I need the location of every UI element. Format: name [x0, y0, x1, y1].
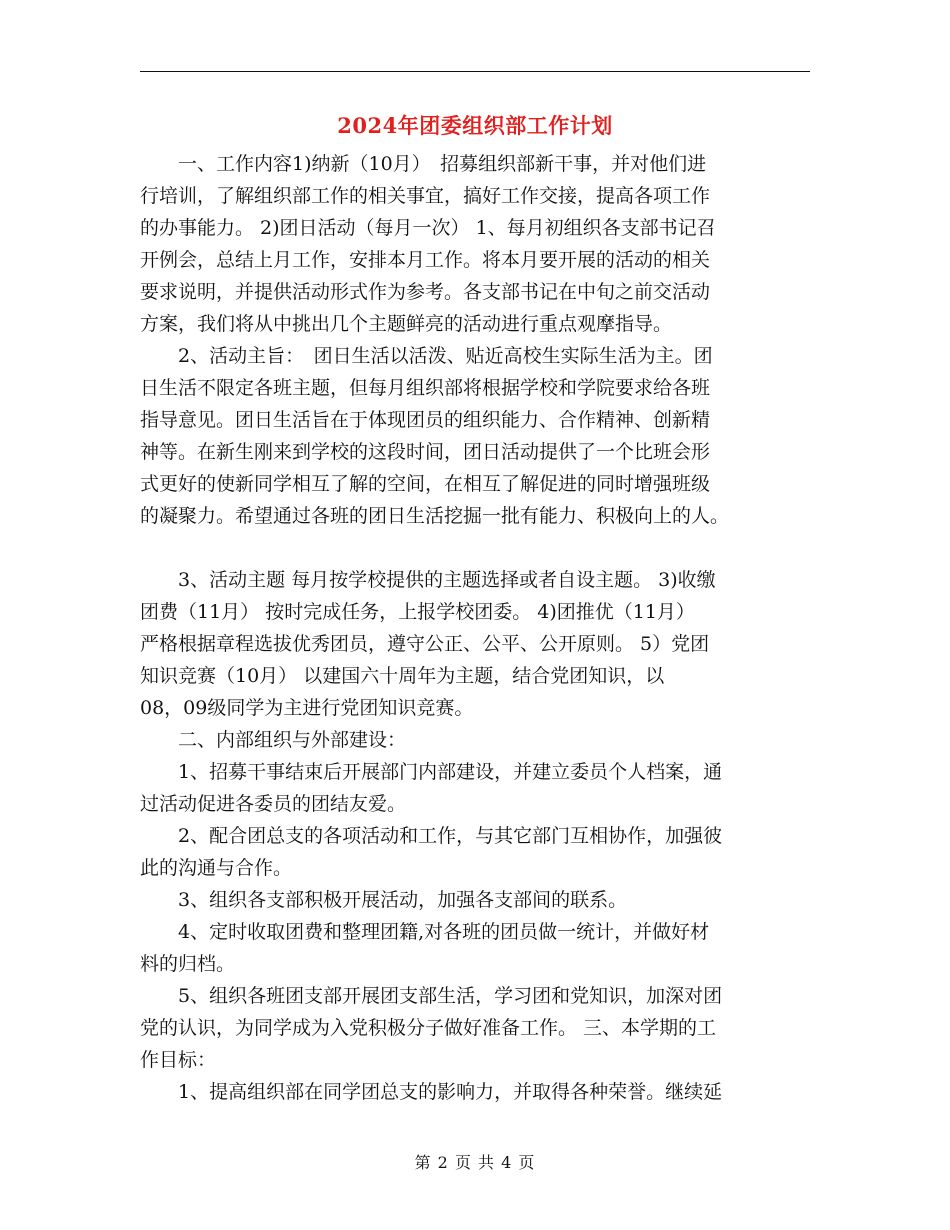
- document-body: [140, 148, 810, 1108]
- body-text-line: 严格根据章程选拔优秀团员，遵守公正、公平、公开原则。 5）党团: [140, 633, 710, 655]
- body-text-line: 知识竞赛（10月） 以建国六十周年为主题，结合党团知识，以: [140, 665, 665, 687]
- body-text-line: 08，09级同学为主进行党团知识竞赛。: [140, 697, 474, 719]
- document-title: 2024年团委组织部工作计划: [337, 113, 613, 138]
- blank-line: [140, 532, 810, 564]
- body-text-line: 5、组织各班团支部开展团支部生活，学习团和党知识，加深对团: [140, 985, 723, 1007]
- body-text-line: 1、招募干事结束后开展部门内部建设，并建立委员个人档案，通: [140, 761, 723, 783]
- body-text-line: 2、活动主旨： 团日生活以活泼、贴近高校生实际生活为主。团: [140, 345, 713, 367]
- body-text-line: 4、定时收取团费和整理团籍,对各班的团员做一统计，并做好材: [140, 921, 710, 943]
- body-text-line: 此的沟通与合作。: [140, 857, 293, 879]
- header-rule: [140, 71, 810, 72]
- body-text-line: 的凝聚力。希望通过各班的团日生活挖掘一批有能力、积极向上的人。: [140, 505, 730, 527]
- body-text-line: 开例会，总结上月工作，安排本月工作。将本月要开展的活动的相关: [140, 249, 711, 271]
- page-footer: 第 2 页 共 4 页: [414, 1153, 536, 1172]
- body-text-line: 料的归档。: [140, 953, 236, 975]
- body-text-line: 党的认识，为同学成为入党积极分子做好准备工作。 三、本学期的工: [140, 1017, 717, 1039]
- body-text-line: 3、活动主题 每月按学校提供的主题选择或者自设主题。 3)收缴: [140, 569, 716, 591]
- body-text-line: 神等。在新生刚来到学校的这段时间，团日活动提供了一个比班会形: [140, 441, 711, 463]
- body-text-line: 1、提高组织部在同学团总支的影响力，并取得各种荣誉。继续延: [140, 1081, 723, 1103]
- body-text-line: 作目标：: [140, 1049, 217, 1071]
- body-text-line: 3、组织各支部积极开展活动，加强各支部间的联系。: [140, 889, 628, 911]
- body-text-line: 式更好的使新同学相互了解的空间，在相互了解促进的同时增强班级: [140, 473, 711, 495]
- body-text-line: 二、内部组织与外部建设：: [140, 729, 407, 751]
- body-text-line: 一、工作内容1)纳新（10月） 招募组织部新干事，并对他们进: [140, 153, 707, 175]
- body-text-line: 团费（11月） 按时完成任务，上报学校团委。 4)团推优（11月）: [140, 601, 695, 623]
- body-text-line: 指导意见。团日生活旨在于体现团员的组织能力、合作精神、创新精: [140, 409, 711, 431]
- body-text-line: 的办事能力。 2)团日活动（每月一次） 1、每月初组织各支部书记召: [140, 217, 716, 239]
- body-text-line: 2、配合团总支的各项活动和工作，与其它部门互相协作，加强彼: [140, 825, 723, 847]
- body-text-line: 日生活不限定各班主题，但每月组织部将根据学校和学院要求给各班: [140, 377, 711, 399]
- body-text-line: 方案，我们将从中挑出几个主题鲜亮的活动进行重点观摩指导。: [140, 313, 673, 335]
- body-text-line: 要求说明，并提供活动形式作为参考。各支部书记在中旬之前交活动: [140, 281, 711, 303]
- body-text-line: 过活动促进各委员的团结友爱。: [140, 793, 407, 815]
- body-text-line: 行培训，了解组织部工作的相关事宜，搞好工作交接，提高各项工作: [140, 185, 711, 207]
